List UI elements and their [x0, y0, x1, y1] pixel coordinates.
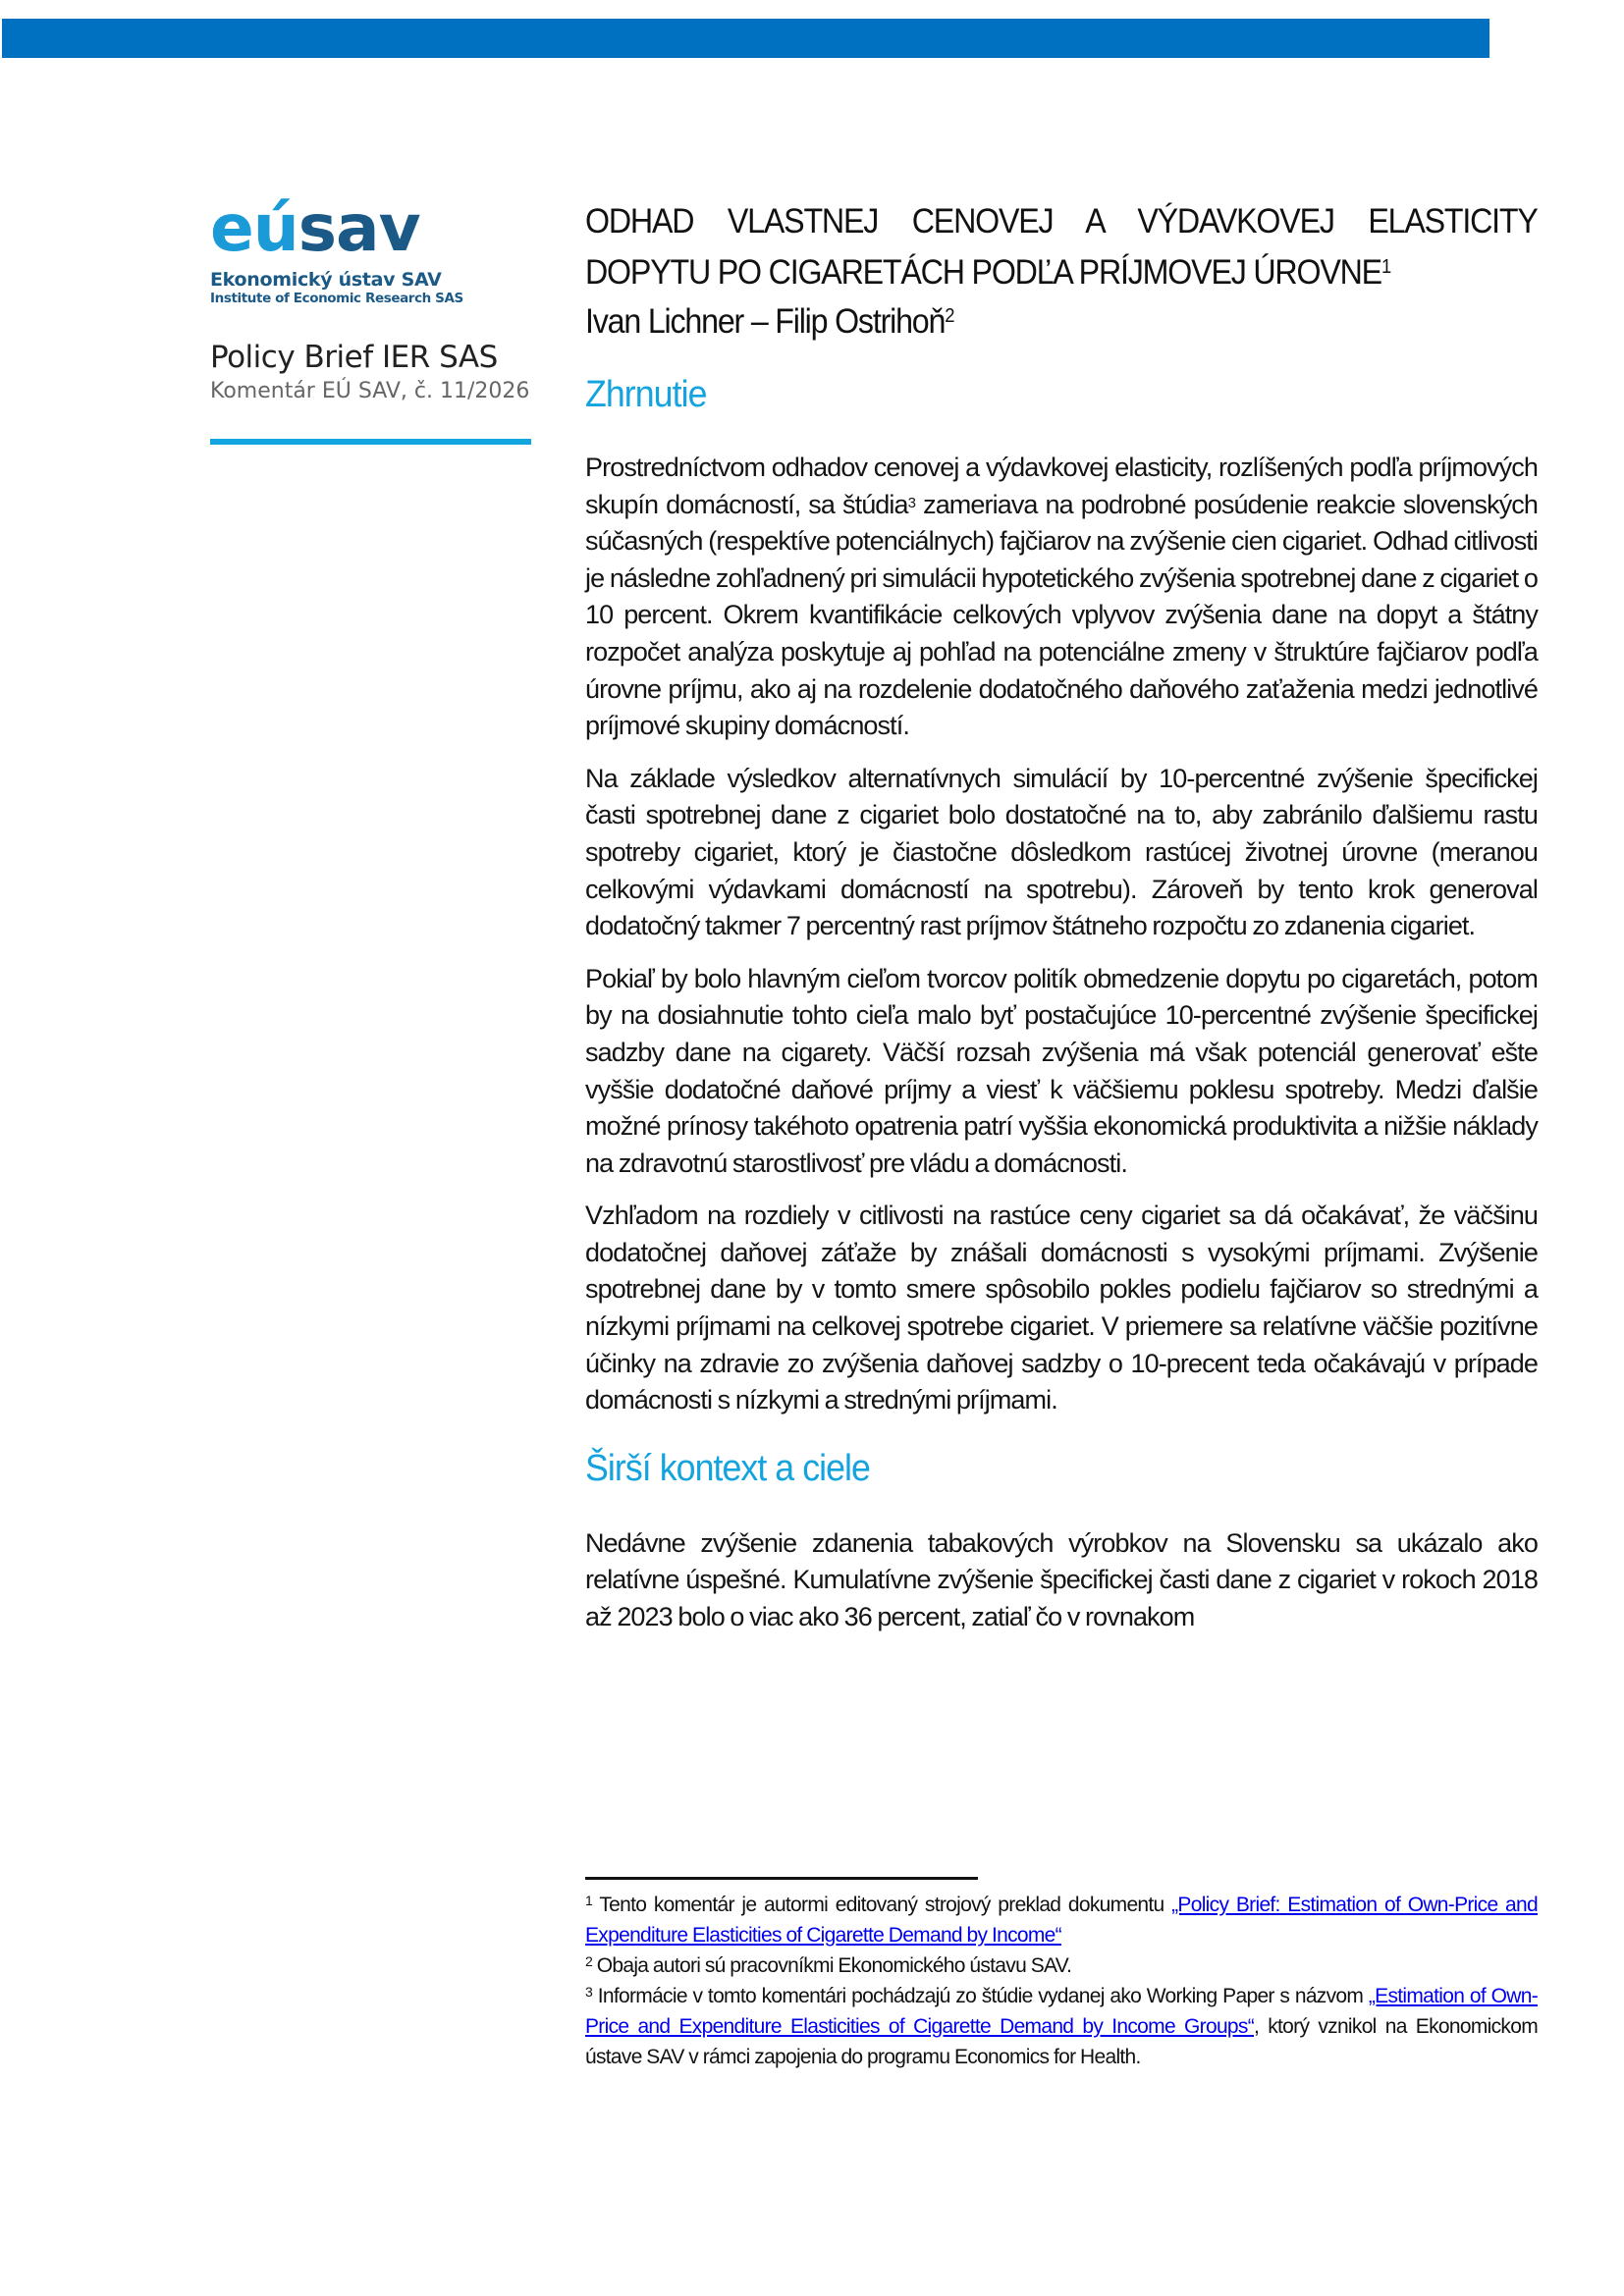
- footnote-link-working-paper[interactable]: „Estimation of Own-Price and Expenditure Elasticities of Cigarette Demand by Income Groups“: [585, 1985, 1538, 2038]
- footnote-ref-2[interactable]: 2: [945, 305, 955, 327]
- logo-wordmark: [210, 190, 544, 267]
- logo-institute-name-en: Institute of Economic Research SAS: [210, 291, 463, 306]
- footnote-3: [585, 1981, 1538, 2072]
- series-title: Policy Brief IER SAS: [210, 340, 498, 375]
- footnote-ref-3[interactable]: 3: [907, 494, 916, 511]
- summary-paragraph-2: Na základe výsledkov alternatívnych simulácií by 10-percentné zvýšenie špecifickej časti spotrebnej dane z cigariet bolo dostatočné na to, aby zabránilo ďalšiemu rastu spotreby cigariet, ktorý je čiastočne dôsledkom rastúcej životnej úrovne (meranou celkovými výdavkami domácností na spotrebu). Zároveň by tento krok generoval dodatočný takmer 7 percentný rast príjmov štátneho rozpočtu zo zdanenia cigariet.: [585, 763, 1538, 941]
- footnote-number: 1: [585, 1893, 593, 1908]
- heading-context: Širší kontext a ciele: [585, 1447, 870, 1489]
- footnote-number: 3: [585, 1984, 593, 2000]
- authors-text: Ivan Lichner – Filip Ostrihoň: [585, 302, 946, 341]
- footnote-separator: [585, 1877, 978, 1880]
- summary-p1-text-a: Prostredníctvom odhadov cenovej a výdavkovej elasticity, rozlíšených podľa príjmových skupín domácností, sa štúdia: [585, 453, 1538, 519]
- logo-eu: eú: [210, 190, 298, 266]
- institute-logo: [210, 190, 544, 306]
- footnote-text-after: , ktorý vznikol na Ekonomickom ústave SAV v rámci zapojenia do programu Economics for Health.: [585, 2015, 1538, 2068]
- context-paragraph-1: Nedávne zvýšenie zdanenia tabakových výrobkov na Slovensku sa ukázalo ako relatívne úspešné. Kumulatívne zvýšenie špecifickej časti dane z cigariet v rokoch 2018 až 2023 bolo o viac ako 36 percent, zatiaľ čo v rovnakom: [585, 1527, 1538, 1632]
- footnote-number: 2: [585, 1953, 593, 1969]
- logo-institute-name-sk: Ekonomický ústav SAV: [210, 269, 442, 291]
- heading-summary: Zhrnutie: [585, 374, 707, 415]
- footnote-text: Tento komentár je autormi editovaný strojový preklad dokumentu: [599, 1894, 1172, 1916]
- title-line-2: [585, 247, 1538, 298]
- footnote-1: [585, 1890, 1538, 1950]
- authors: [585, 298, 1461, 346]
- summary-paragraph-4: Vzhľadom na rozdiely v citlivosti na rastúce ceny cigariet sa dá očakávať, že väčšinu dodatočnej daňovej záťaže by znášali domácnosti s vysokými príjmami. Zvýšenie spotrebnej dane by v tomto smere spôsobilo pokles podielu fajčiarov so strednými a nízkymi príjmami na celkovej spotrebe cigariet. V priemere sa relatívne väčšie pozitívne účinky na zdravie zo zvýšenia daňovej sadzby o 10-precent teda očakávajú v prípade domácnosti s nízkymi a strednými príjmami.: [585, 1201, 1538, 1415]
- logo-sav: sav: [298, 190, 420, 266]
- series-number: Komentár EÚ SAV, č. 11/2026: [210, 379, 530, 403]
- footnote-link-policy-brief[interactable]: „Policy Brief: Estimation of Own-Price and Expenditure Elasticities of Cigarette Demand by Income“: [585, 1894, 1538, 1947]
- main-content: [585, 196, 1538, 1652]
- footnote-ref-1[interactable]: 1: [1380, 256, 1392, 278]
- footnote-2: [585, 1950, 1538, 1981]
- summary-p1-text-b: zameriava na podrobné posúdenie reakcie slovenských súčasných (respektíve potenciálnych) fajčiarov na zvýšenie cien cigariet. Odhad citlivosti je následne zohľadnený pri simulácii hypotetického zvýšenia spotrebnej dane z cigariet o 10 percent. Okrem kvantifikácie celkových vplyvov zvýšenia dane na dopyt a štátny rozpočet analýza poskytuje aj pohľad na potenciálne zmeny v štruktúre fajčiarov podľa úrovne príjmu, ako aj na rozdelenie dodatočného daňového zaťaženia medzi jednotlivé príjmové skupiny domácností.: [585, 489, 1539, 741]
- title-line-1: ODHAD VLASTNEJ CENOVEJ A VÝDAVKOVEJ ELASTICITY: [585, 202, 1538, 240]
- footnotes: [585, 1877, 1538, 2072]
- header-bar: [2, 19, 1489, 58]
- summary-paragraph-1: [585, 450, 1538, 745]
- series-divider: [210, 439, 531, 445]
- document-title: [585, 196, 1538, 298]
- summary-paragraph-3: Pokiaľ by bolo hlavným cieľom tvorcov politík obmedzenie dopytu po cigaretách, potom by na dosiahnutie tohto cieľa malo byť postačujúce 10-percentné zvýšenie špecifickej sadzby dane na cigarety. Väčší rozsah zvýšenia má však potenciál generovať ešte vyššie dodatočné daňové príjmy a viesť k väčšiemu poklesu spotreby. Medzi ďalšie možné prínosy takéhoto opatrenia patrí vyššia ekonomická produktivita a nižšie náklady na zdravotnú starostlivosť pre vládu a domácnosti.: [585, 963, 1538, 1178]
- title-line-2-text: DOPYTU PO CIGARETÁCH PODĽA PRÍJMOVEJ ÚROVNE: [585, 253, 1381, 292]
- footnote-text: Obaja autori sú pracovníkmi Ekonomického ústavu SAV.: [596, 1954, 1072, 1977]
- footnote-text: Informácie v tomto komentári pochádzajú zo štúdie vydanej ako Working Paper s názvom: [597, 1985, 1369, 2007]
